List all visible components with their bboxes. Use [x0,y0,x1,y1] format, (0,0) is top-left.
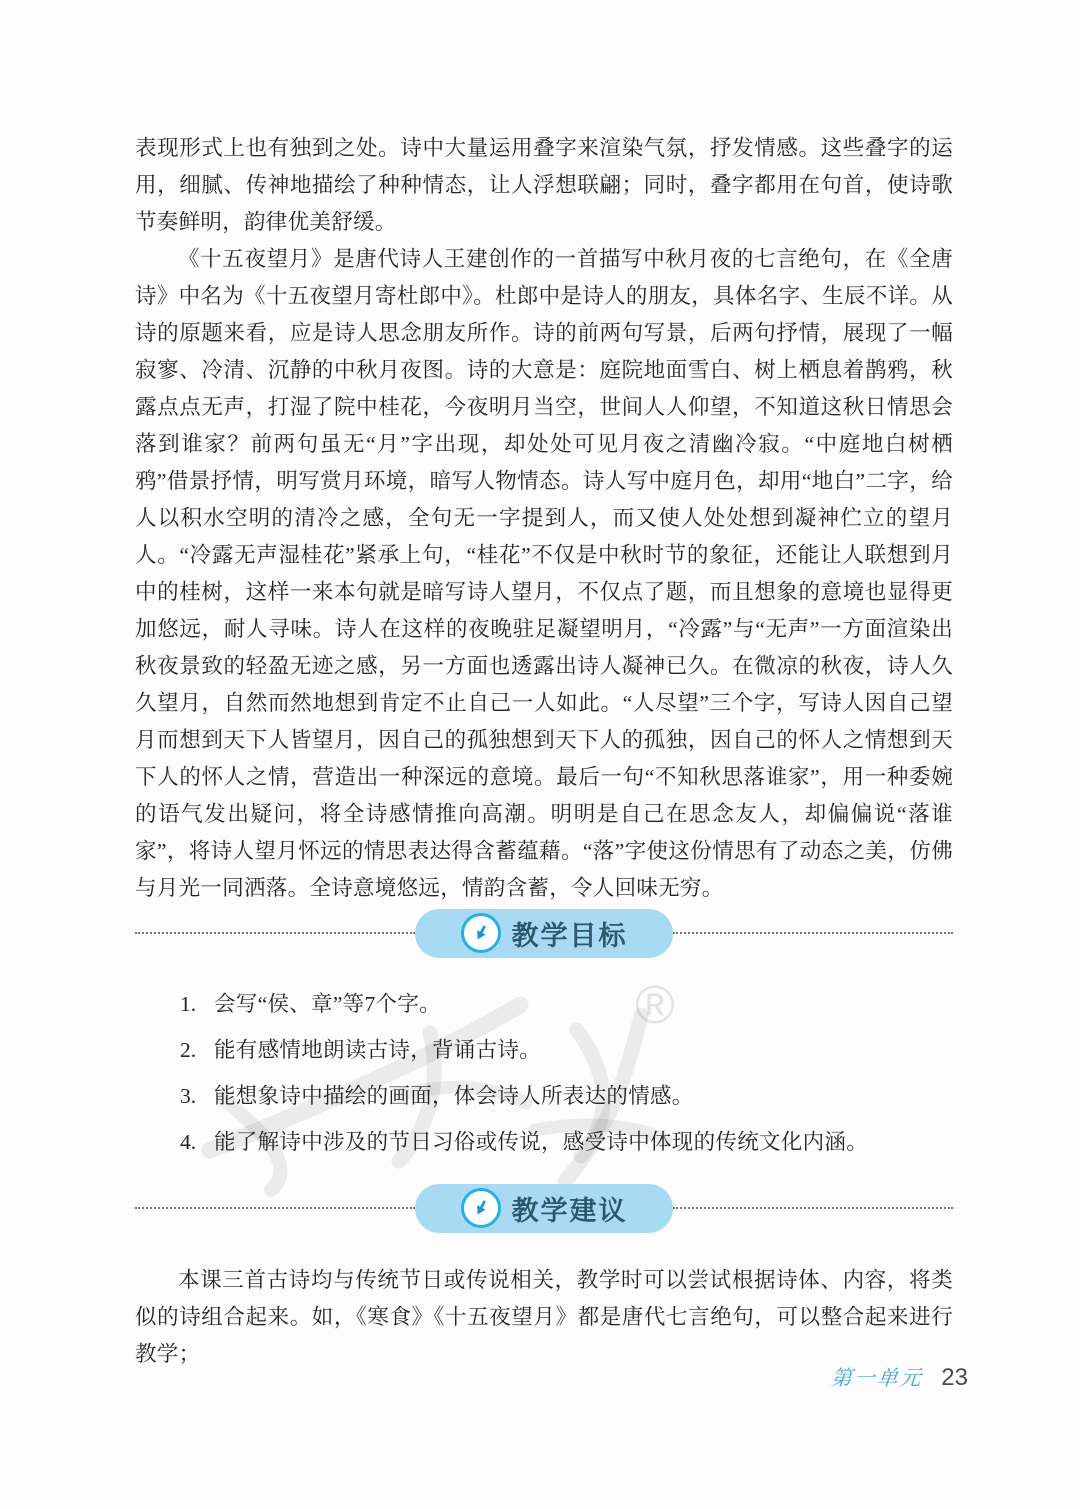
dotted-divider [135,1207,415,1209]
list-item-number: 4. [180,1130,197,1154]
body-paragraph: 表现形式上也有独到之处。诗中大量运用叠字来渲染气氛，抒发情感。这些叠字的运用，细腻、传神地描绘了种种情态，让人浮想联翩；同时，叠字都用在句首，使诗歌节奏鲜明，韵律优美舒缓。 [135,136,953,234]
body-paragraph: 《十五夜望月》是唐代诗人王建创作的一首描写中秋月夜的七言绝句，在《全唐诗》中名为《十五夜望月寄杜郎中》。杜郎中是诗人的朋友，具体名字、生辰不详。从诗的原题来看，应是诗人思念朋友所作。诗的前两句写景，后两句抒情，展现了一幅寂寥、冷清、沉静的中秋月夜图。诗的大意是：庭院地面雪白、树上栖息着鹊鸦，秋露点点无声，打湿了院中桂花，今夜明月当空，世间人人仰望，不知道这秋日情思会落到谁家？前两句虽无“月”字出现，却处处可见月夜之清幽冷寂。“中庭地白树栖鸦”借景抒情，明写赏月环境，暗写人物情态。诗人写中庭月色，却用“地白”二字，给人以积水空明的清冷之感，全句无一字提到人，而又使人处处想到凝神伫立的望月人。“冷露无声湿桂花”紧承上句，“桂花”不仅是中秋时节的象征，还能让人联想到月中的桂树，这样一来本句就是暗写诗人望月，不仅点了题，而且想象的意境也显得更加悠远，耐人寻味。诗人在这样的夜晚驻足凝望明月，“冷露”与“无声”一方面渲染出秋夜景致的轻盈无迹之感，另一方面也透露出诗人凝神已久。在微凉的秋夜，诗人久久望月，自然而然地想到肯定不止自己一人如此。“人尽望”三个字，写诗人因自己望月而想到天下人皆望月，因自己的孤独想到天下人的孤独，因自己的怀人之情想到天下人的怀人之情，营造出一种深远的意境。最后一句“不知秋思落谁家”，用一种委婉的语气发出疑问，将全诗感情推向高潮。明明是自己在思念友人，却偏偏说“落谁家”，将诗人望月怀远的情思表达得含蓄蕴藉。“落”字使这份情思有了动态之美，仿佛与月光一同洒落。全诗意境悠远，情韵含蓄，令人回味无穷。 [135,247,953,900]
dotted-divider [673,932,953,934]
list-item [180,1078,955,1115]
list-item-number: 2. [180,1038,197,1062]
down-arrow-circle-icon [461,913,501,953]
main-text-block [135,130,953,907]
list-item-text: 能想象诗中描绘的画面，体会诗人所表达的情感。 [214,1084,694,1108]
objectives-list [180,986,955,1170]
down-arrow-circle-icon [461,1188,501,1228]
list-item-number: 1. [180,992,197,1016]
suggestions-banner-pill [415,1184,673,1233]
objectives-banner-label: 教学目标 [511,920,628,951]
page-footer [831,1362,968,1392]
dotted-divider [135,932,415,934]
list-item-text: 能了解诗中涉及的节日习俗或传说，感受诗中体现的传统文化内涵。 [214,1130,869,1154]
dotted-divider [673,1207,953,1209]
list-item [180,1032,955,1069]
list-item-text: 会写“侯、章”等7个字。 [214,992,441,1016]
registered-trademark-symbol: ® [635,975,675,1035]
footer-unit-label: 第一单元 [829,1366,925,1390]
suggestions-banner-label: 教学建议 [511,1195,628,1226]
list-item [180,986,955,1023]
objectives-banner-pill [415,909,673,958]
suggestions-text-block [135,1262,953,1373]
list-item-text: 能有感情地朗读古诗，背诵古诗。 [214,1038,542,1062]
list-item [180,1124,955,1161]
page-number: 23 [941,1364,968,1391]
list-item-number: 3. [180,1084,197,1108]
objectives-banner [135,908,953,958]
suggestions-banner [135,1183,953,1233]
body-paragraph: 本课三首古诗均与传统节日或传说相关，教学时可以尝试根据诗体、内容，将类似的诗组合起来。如，《寒食》《十五夜望月》都是唐代七言绝句，可以整合起来进行教学； [135,1268,953,1366]
